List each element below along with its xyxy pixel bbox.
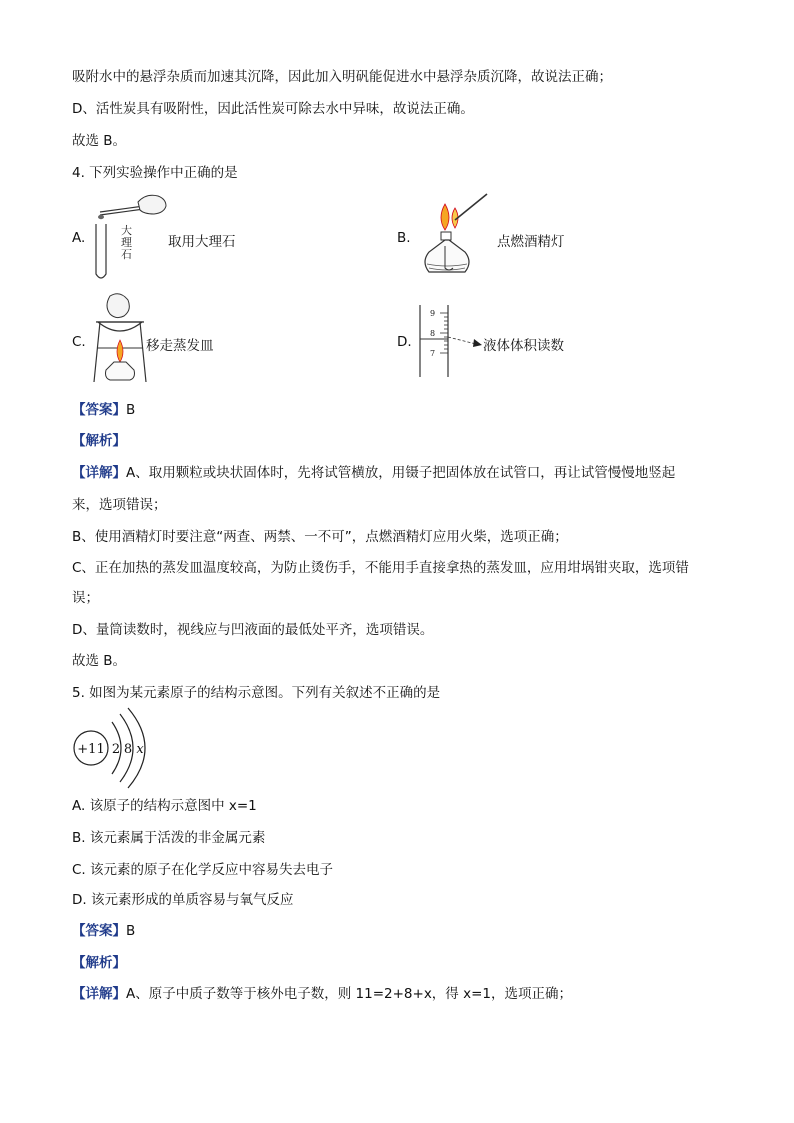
- text-line: C、正在加热的蒸发皿温度较高，为防止烫伤手，不能用手直接拿热的蒸发皿，应用坩埚钳夹取，选项错: [72, 560, 689, 576]
- text-line: 故选 B。: [72, 133, 127, 149]
- detail-text: A、原子中质子数等于核外电子数，则 11=2+8+x，得 x=1，选项正确；: [126, 986, 572, 1002]
- marble-label-char: 大: [121, 224, 132, 237]
- text-line: B、使用酒精灯时要注意“两查、两禁、一不可”，点燃酒精灯应用火柴，选项正确；: [72, 529, 568, 545]
- tweezers-marble-figure: [88, 190, 168, 282]
- text-line: 来，选项错误；: [72, 497, 167, 513]
- detail-line: [72, 464, 675, 482]
- option-c-text: 移走蒸发皿: [146, 338, 214, 354]
- analysis-heading: [72, 954, 126, 972]
- answer-tag: 【答案】: [72, 402, 126, 418]
- analysis-heading: [72, 432, 126, 450]
- answer-value: B: [126, 923, 136, 939]
- answer-tag: 【答案】: [72, 923, 126, 939]
- text-line: 吸附水中的悬浮杂质而加速其沉降，因此加入明矾能促进水中悬浮杂质沉降，故说法正确；: [72, 69, 612, 85]
- option-a-text: 取用大理石: [168, 234, 236, 250]
- cylinder-tick-label: 7: [430, 349, 436, 358]
- marble-label-char: 石: [121, 248, 132, 261]
- atom-structure-diagram: [72, 706, 182, 790]
- option-c-letter: C.: [72, 334, 86, 350]
- detail-tag: 【详解】: [72, 986, 126, 1002]
- question-4-stem: 4. 下列实验操作中正确的是: [72, 165, 238, 181]
- shell-electron-count: 8: [123, 742, 133, 757]
- question-5-stem: 5. 如图为某元素原子的结构示意图。下列有关叙述不正确的是: [72, 685, 441, 701]
- graduated-cylinder-figure: [414, 303, 486, 379]
- option-line: D. 该元素形成的单质容易与氧气反应: [72, 892, 294, 908]
- option-d-letter: D.: [397, 334, 412, 350]
- answer-line: [72, 922, 135, 940]
- answer-value: B: [126, 402, 136, 418]
- option-b-text: 点燃酒精灯: [497, 234, 565, 250]
- option-line: A. 该原子的结构示意图中 x=1: [72, 798, 257, 814]
- text-line: D、活性炭具有吸附性，因此活性炭可除去水中异味，故说法正确。: [72, 101, 474, 117]
- option-b-letter: B.: [397, 230, 411, 246]
- text-line: D、量筒读数时，视线应与凹液面的最低处平齐，选项错误。: [72, 622, 434, 638]
- text-line: 故选 B。: [72, 653, 127, 669]
- option-d-text: 液体体积读数: [483, 338, 564, 354]
- option-a-letter: A.: [72, 230, 86, 246]
- analysis-tag: 【解析】: [72, 955, 126, 971]
- detail-tag: 【详解】: [72, 465, 126, 481]
- cylinder-tick-label: 8: [430, 329, 436, 338]
- analysis-tag: 【解析】: [72, 433, 126, 449]
- text-line: 误；: [72, 590, 99, 606]
- shell-electron-count: 2: [111, 742, 121, 757]
- evaporating-dish-figure: [92, 292, 148, 386]
- nucleus-charge: +11: [77, 742, 105, 757]
- shell-electron-count: x: [136, 742, 144, 757]
- answer-line: [72, 401, 135, 419]
- detail-text: A、取用颗粒或块状固体时，先将试管横放，用镊子把固体放在试管口，再让试管慢慢地竖起: [126, 465, 676, 481]
- detail-line: [72, 985, 572, 1003]
- marble-label-char: 理: [121, 236, 132, 249]
- alcohol-lamp-figure: [415, 190, 495, 282]
- option-line: B. 该元素属于活泼的非金属元素: [72, 830, 266, 846]
- option-line: C. 该元素的原子在化学反应中容易失去电子: [72, 862, 334, 878]
- cylinder-tick-label: 9: [430, 309, 436, 318]
